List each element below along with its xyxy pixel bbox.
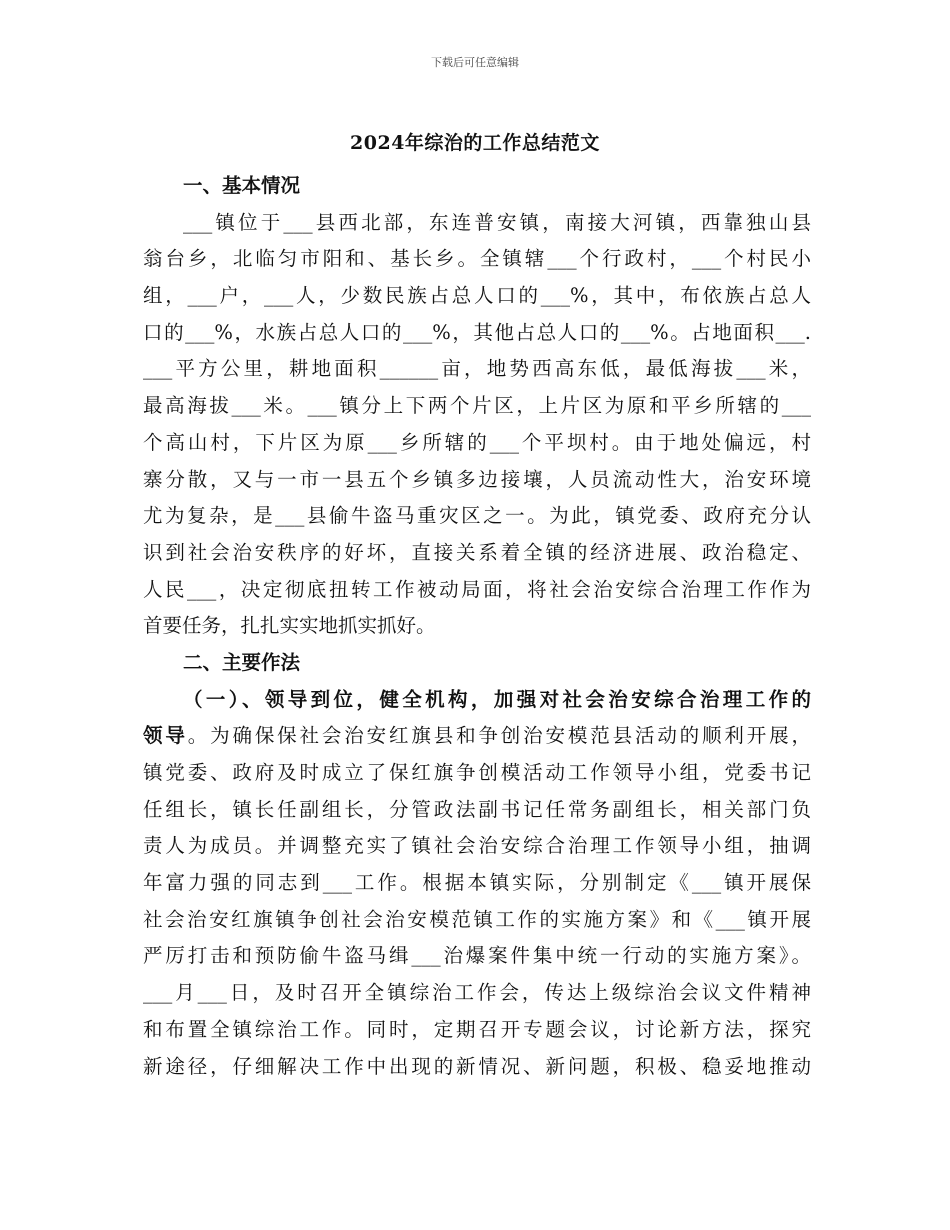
paragraph-line: 新途径，仔细解决工作中出现的新情况、新问题，积极、稳妥地推动 — [143, 1054, 811, 1078]
paragraph-line: 社会治安红旗镇争创社会治安模范镇工作的实施方案》和《___镇开展 — [143, 907, 811, 931]
paragraph-line: ___平方公里，耕地面积______亩，地势西高东低，最低海拔___米， — [143, 357, 811, 381]
paragraph-line: 组，___户，___人，少数民族占总人口的___%，其中，布依族占总人 — [143, 284, 811, 308]
paragraph-line: 翁台乡，北临匀市阳和、基长乡。全镇辖___个行政村，___个村民小 — [143, 247, 811, 271]
paragraph-text: 。为确保保社会治安红旗县和争创治安模范县活动的顺利开展， — [187, 724, 811, 748]
paragraph-line: 镇党委、政府及时成立了保红旗争创模活动工作领导小组，党委书记 — [143, 761, 811, 784]
paragraph-line: 严厉打击和预防偷牛盗马缉___治爆案件集中统一行动的实施方案》。 — [143, 944, 811, 968]
section-heading-basic-situation: 一、基本情况 — [183, 174, 301, 197]
document-title: 2024年综治的工作总结范文 — [350, 132, 600, 154]
paragraph-line: 寨分散，又与一市一县五个乡镇多边接壤，人员流动性大，治安环境 — [143, 467, 811, 491]
subsection-heading-leadership: （一）、领导到位，健全机构，加强对社会治安综合治理工作的 — [183, 687, 811, 711]
header-note: 下载后可任意编辑 — [431, 56, 519, 69]
paragraph-line: 个高山村，下片区为原___乡所辖的___个平坝村。由于地处偏远，村 — [143, 430, 811, 454]
paragraph-line: 年富力强的同志到___工作。根据本镇实际，分别制定《___镇开展保 — [143, 871, 811, 895]
paragraph-line — [143, 718, 811, 755]
paragraph-line: 识到社会治安秩序的好坏，直接关系着全镇的经济进展、政治稳定、 — [143, 540, 811, 564]
paragraph-line: 人民___，决定彻底扭转工作被动局面，将社会治安综合治理工作作为 — [143, 577, 811, 601]
paragraph-line: ___镇位于___县西北部，东连普安镇，南接大河镇，西靠独山县 — [183, 210, 811, 234]
paragraph-line: 任组长，镇长任副组长，分管政法副书记任常务副组长，相关部门负 — [143, 797, 811, 821]
subsection-heading-tail: 领导 — [143, 724, 188, 748]
paragraph-line: 责人为成员。并调整充实了镇社会治安综合治理工作领导小组，抽调 — [143, 834, 811, 858]
paragraph-line: 尤为复杂，是___县偷牛盗马重灾区之一。为此，镇党委、政府充分认 — [143, 504, 811, 528]
paragraph-line: ___月___日，及时召开全镇综治工作会，传达上级综治会议文件精神 — [143, 981, 811, 1005]
section-heading-main-methods: 二、主要作法 — [183, 650, 301, 674]
paragraph-line: 首要任务，扎扎实实地抓实抓好。 — [143, 614, 436, 638]
paragraph-line: 和布置全镇综治工作。同时，定期召开专题会议，讨论新方法，探究 — [143, 1017, 811, 1041]
document-body — [143, 168, 811, 1085]
paragraph-line: 口的___%，水族占总人口的___%，其他占总人口的___%。占地面积___. — [143, 320, 811, 344]
paragraph-line: 最高海拔___米。___镇分上下两个片区，上片区为原和平乡所辖的___ — [143, 394, 811, 418]
